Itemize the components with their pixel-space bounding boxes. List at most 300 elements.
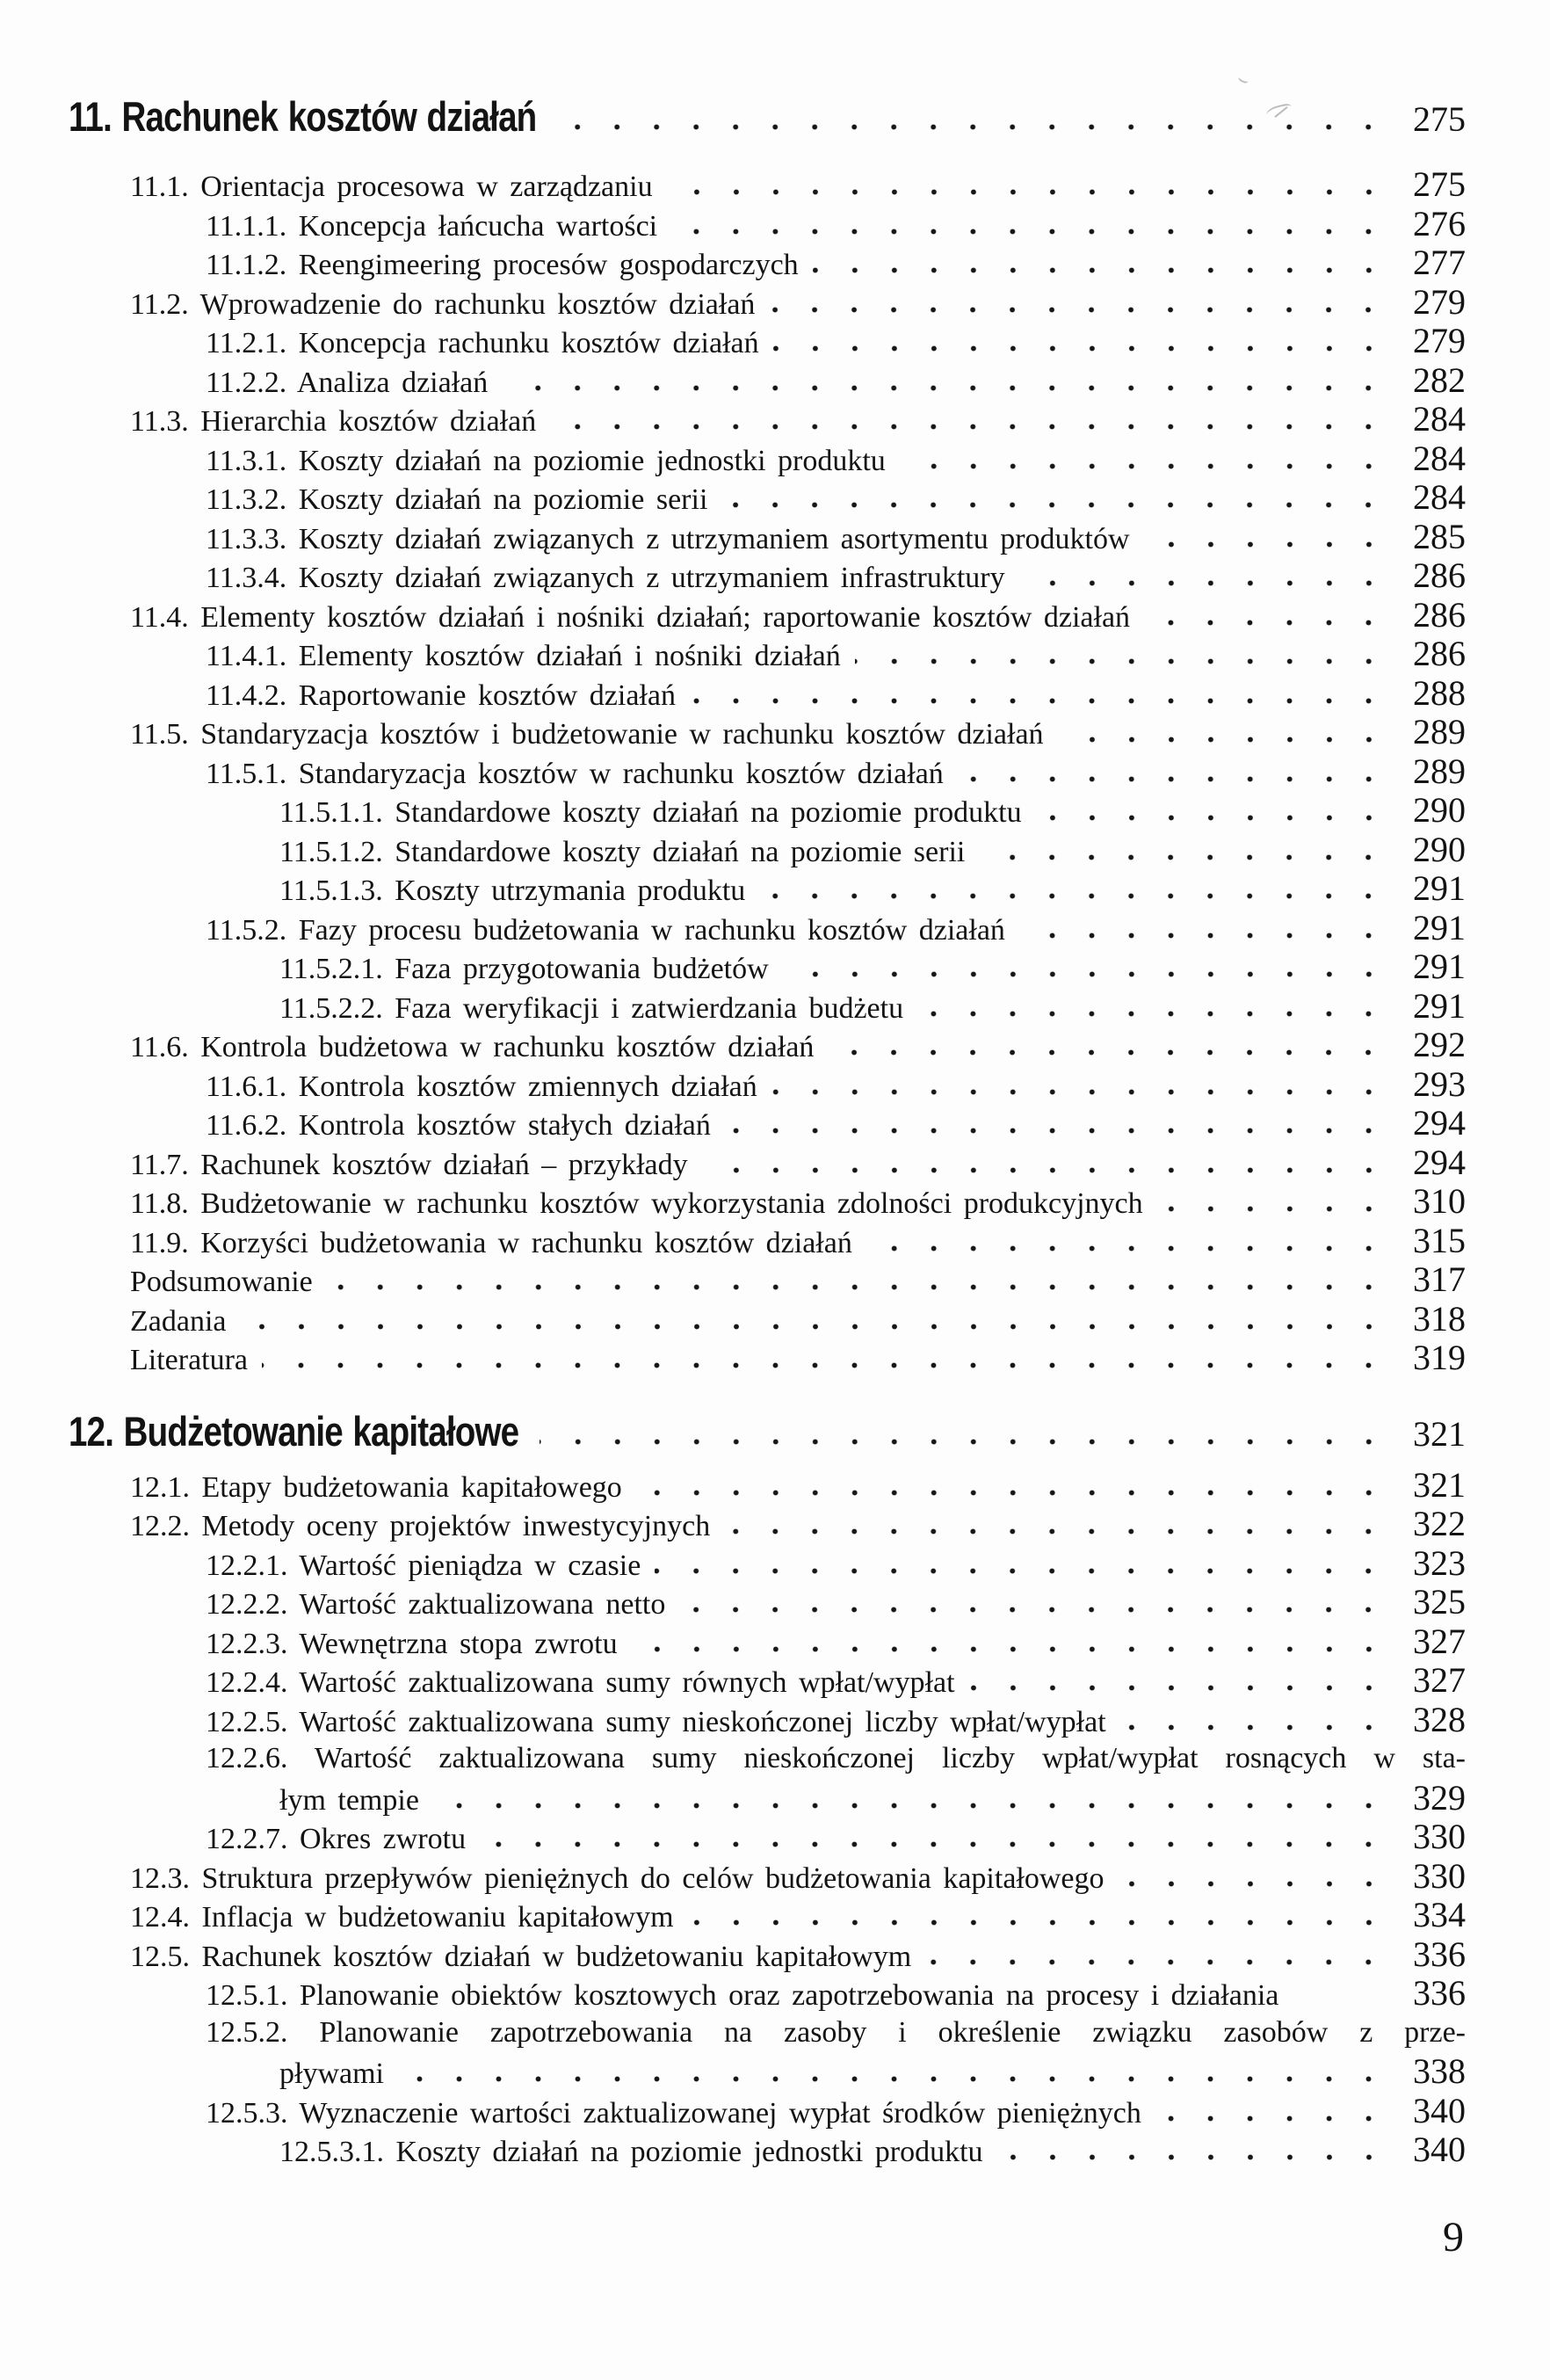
dot-leader xyxy=(969,1684,1388,1692)
toc-entry-label xyxy=(206,911,1005,951)
toc-entry-title: Podsumowanie xyxy=(130,1266,313,1298)
toc-entry-page-ref: 284 xyxy=(1413,438,1466,478)
toc-entry-number: 11.5.2. xyxy=(206,913,287,947)
dot-leader xyxy=(1120,1723,1388,1731)
toc-entry-label xyxy=(279,2055,384,2094)
toc-entry-number: 11.4.2. xyxy=(206,678,287,712)
toc-entry-page-ref: 286 xyxy=(1413,634,1466,673)
dot-leader xyxy=(813,266,1388,274)
toc-entry xyxy=(0,1935,1550,1975)
toc-entry-page-ref: 336 xyxy=(1413,1934,1466,1974)
chapter-heading-text xyxy=(69,1404,518,1459)
toc-entry-title: Koszty działań na poziomie jednostki produktu xyxy=(395,2136,983,2168)
toc-entry-page-ref: 315 xyxy=(1413,1220,1466,1260)
dot-leader xyxy=(688,1919,1388,1926)
toc-entry-title: Faza weryfikacji i zatwierdzania budżetu xyxy=(395,991,904,1025)
dot-leader xyxy=(1157,1205,1388,1213)
toc-entry-label xyxy=(279,1781,419,1821)
chapter-title: Budżetowanie kapitałowe xyxy=(123,1407,519,1455)
toc-entry-label xyxy=(206,1068,757,1107)
toc-entry-title: Raportowanie kosztów działań xyxy=(298,678,676,712)
toc-entry-title: Struktura przepływów pieniężnych do celów budżetowania kapitałowego xyxy=(201,1861,1105,1895)
toc-entry-title: Wartość zaktualizowana netto xyxy=(299,1588,666,1621)
dot-leader xyxy=(783,970,1388,978)
toc-entry-number: 11.2.1. xyxy=(206,327,287,359)
toc-entry-page-ref: 336 xyxy=(1413,1973,1466,2013)
dot-leader xyxy=(1036,814,1388,822)
toc-entry-label xyxy=(206,1625,618,1665)
dot-leader xyxy=(561,123,1388,131)
toc-entry xyxy=(0,1104,1550,1143)
dot-leader xyxy=(1019,579,1388,587)
toc-entry-page-ref: 291 xyxy=(1413,985,1466,1026)
scan-artifact xyxy=(1237,71,1250,84)
toc-entry-number: 11.3.2. xyxy=(206,483,287,516)
toc-entry-page-ref: 275 xyxy=(1413,164,1466,204)
toc-entry-label xyxy=(206,1703,1106,1743)
toc-entry-label xyxy=(130,1938,911,1977)
chapter-heading xyxy=(0,90,1550,144)
toc-entry xyxy=(0,1583,1550,1622)
toc-entry-number: 11.3. xyxy=(130,405,189,438)
toc-entry xyxy=(0,2130,1550,2170)
toc-entry-title: Kontrola kosztów zmiennych działań xyxy=(298,1070,757,1103)
toc-entry-label xyxy=(206,637,841,677)
toc-entry-number: 12.5.3.1. xyxy=(279,2136,384,2168)
toc-entry-page-ref: 291 xyxy=(1413,947,1466,986)
toc-entry-number: 11.3.1. xyxy=(206,444,287,477)
toc-entry xyxy=(0,518,1550,557)
toc-entry-number: 12.5. xyxy=(130,1940,190,1973)
toc-entry-page-ref: 289 xyxy=(1413,712,1466,751)
toc-entry-label xyxy=(279,950,769,990)
toc-entry-label xyxy=(279,794,1022,833)
toc-entry-title: Standaryzacja kosztów w rachunku kosztów działań xyxy=(298,757,944,790)
toc-entry-page-ref: 319 xyxy=(1413,1338,1466,1377)
toc-entry-title: Standardowe koszty działań na poziomie produktu xyxy=(395,796,1022,829)
toc-entry-number: 11.5.1.1. xyxy=(279,796,383,829)
toc-entry-page-ref: 293 xyxy=(1413,1063,1466,1104)
toc-entry xyxy=(0,1739,1550,1779)
dot-leader xyxy=(997,2153,1388,2161)
toc-entry-page-ref: 310 xyxy=(1413,1181,1466,1221)
toc-entry-number: 11.9. xyxy=(130,1226,189,1259)
dot-leader xyxy=(721,501,1388,509)
toc-entry-title: Standardowe koszty działań na poziomie serii xyxy=(395,835,966,868)
toc-entry-number: 11.2. xyxy=(130,287,189,321)
toc-entry-title: Metody oceny projektów inwestycyjnych xyxy=(201,1510,711,1542)
toc-entry-number: 11.1.2. xyxy=(206,249,287,281)
toc-entry-title: Kontrola kosztów stałych działań xyxy=(298,1109,711,1142)
toc-entry xyxy=(0,439,1550,479)
toc-entry xyxy=(0,909,1550,948)
toc-entry xyxy=(0,1222,1550,1261)
toc-entry-number: 11.2.2. xyxy=(206,366,287,399)
toc-entry-label xyxy=(206,1977,1278,2016)
chapter-number: 12. xyxy=(69,1407,114,1455)
toc-entry-title: Wartość pieniądza w czasie xyxy=(299,1549,641,1582)
toc-entry xyxy=(0,674,1550,714)
toc-entry-page-ref: 279 xyxy=(1413,321,1466,360)
dot-leader xyxy=(1119,1880,1388,1888)
toc-entry xyxy=(0,635,1550,674)
toc-entry xyxy=(0,478,1550,518)
toc-entry-title: Hierarchia kosztów działań xyxy=(200,405,537,438)
toc-entry-number: 11.4.1. xyxy=(206,640,287,672)
toc-entry-page-ref: 330 xyxy=(1413,1855,1466,1896)
chapter-block xyxy=(0,90,1550,1378)
toc-entry-page-ref: 285 xyxy=(1413,516,1466,556)
chapter-heading-text xyxy=(69,90,536,144)
toc-entry-number: 12.5.1. xyxy=(206,1979,288,2012)
dot-leader xyxy=(769,306,1388,314)
toc-entry-label xyxy=(130,1898,674,1938)
toc-entry xyxy=(0,596,1550,635)
toc-entry-number: 12.2. xyxy=(130,1510,190,1542)
toc-entry xyxy=(0,1974,1550,2014)
toc-entry-title: Wprowadzenie do rachunku kosztów działań xyxy=(199,287,756,321)
toc-entry-label xyxy=(206,481,707,520)
toc-entry-page-ref: 327 xyxy=(1413,1621,1466,1661)
toc-entry xyxy=(0,1339,1550,1378)
toc-entry-label xyxy=(206,1664,955,1703)
toc-entry-page-ref: 321 xyxy=(1413,1464,1466,1505)
toc-entry-label xyxy=(279,833,965,873)
toc-entry-page-ref: 277 xyxy=(1413,243,1466,282)
dot-leader xyxy=(1058,736,1388,744)
toc-entry-label xyxy=(206,755,944,795)
toc-entry-number: 12.1. xyxy=(130,1470,190,1504)
dot-leader xyxy=(917,1010,1388,1018)
toc-entry-label xyxy=(206,324,759,364)
toc-entry-number: 11.5.2.2. xyxy=(279,991,383,1025)
chapter-heading xyxy=(0,1404,1550,1459)
toc-entry-number: 11.1. xyxy=(130,171,189,203)
toc-entry-number: 11.5. xyxy=(130,718,189,751)
toc-entry-number: 12.2.4. xyxy=(206,1666,288,1699)
toc-entry xyxy=(0,1466,1550,1506)
toc-entry-label xyxy=(206,442,886,482)
toc-entry-number: 12.2.3. xyxy=(206,1627,288,1660)
dot-leader xyxy=(1019,932,1388,940)
toc-entry-number: 11.5.1. xyxy=(206,757,287,790)
toc-entry-title: Literatura xyxy=(130,1344,249,1376)
toc-entry-label xyxy=(206,246,799,286)
dot-leader xyxy=(702,1166,1388,1174)
toc-entry xyxy=(0,791,1550,831)
toc-entry xyxy=(0,1026,1550,1065)
toc-entry xyxy=(0,1661,1550,1701)
toc-entry-label xyxy=(130,1263,313,1302)
dot-leader xyxy=(550,423,1388,431)
toc-entry xyxy=(0,713,1550,752)
toc-entry-number: 11.5.1.3. xyxy=(279,874,383,907)
toc-entry-label xyxy=(130,1028,814,1068)
toc-entry-page-ref: 340 xyxy=(1413,2130,1466,2169)
toc-entry-number: 11.3.3. xyxy=(206,522,287,555)
dot-leader xyxy=(241,1323,1389,1331)
toc-entry-label xyxy=(130,1469,622,1508)
toc-entry-page-ref: 276 xyxy=(1413,203,1466,243)
toc-entry-title: Koszty działań związanych z utrzymaniem infrastruktury xyxy=(298,562,1005,594)
chapter-number: 11. xyxy=(69,93,112,140)
toc-entry-label xyxy=(206,1107,711,1146)
toc-entry-label xyxy=(130,1185,1143,1224)
dot-leader xyxy=(398,2075,1388,2083)
dot-leader xyxy=(771,1088,1388,1096)
toc-entry-page-ref: 317 xyxy=(1413,1259,1466,1299)
toc-entry xyxy=(0,1896,1550,1935)
toc-entry-page-ref: 286 xyxy=(1413,594,1466,635)
toc-entry-title: Wewnętrzna stopa zwrotu xyxy=(299,1627,618,1660)
toc-entry-title: Wartość zaktualizowana sumy równych wpłat/wypłat xyxy=(299,1666,955,1699)
toc-entry-title: Wyznaczenie wartości zaktualizowanej wypłat środków pieniężnych xyxy=(299,2096,1141,2130)
toc-entry xyxy=(0,1857,1550,1897)
toc-entry-page-ref: 328 xyxy=(1413,1699,1466,1739)
toc-entry-label xyxy=(279,990,903,1029)
toc-entry-page-ref: 294 xyxy=(1413,1142,1466,1182)
toc-entry xyxy=(0,283,1550,323)
dot-leader xyxy=(1293,1997,1388,2005)
toc-entry-title: Elementy kosztów działań i nośniki działań; raportowanie kosztów działań xyxy=(200,600,1131,634)
dot-leader xyxy=(866,1244,1388,1252)
toc-entry-label xyxy=(130,1860,1105,1899)
toc-entry-label xyxy=(130,1341,248,1381)
toc-entry-title: Etapy budżetowania kapitałowego xyxy=(201,1470,622,1504)
toc-entry-number: 12.2.2. xyxy=(206,1588,288,1621)
toc-entry xyxy=(0,400,1550,439)
dot-leader xyxy=(925,1958,1388,1966)
toc-entry-title: Rachunek kosztów działań w budżetowaniu kapitałowym xyxy=(201,1940,912,1973)
toc-entry-label xyxy=(206,207,657,247)
toc-entry xyxy=(0,1260,1550,1300)
toc-entry-page-ref: 292 xyxy=(1413,1025,1466,1064)
dot-leader xyxy=(1144,541,1388,548)
toc-entry xyxy=(0,987,1550,1027)
toc-entry-label xyxy=(206,1585,665,1625)
toc-entry-number: 12.2.1. xyxy=(206,1549,288,1582)
chapter-page-ref: 321 xyxy=(1413,1413,1466,1454)
toc-entry xyxy=(0,165,1550,205)
toc-entry-page-ref: 289 xyxy=(1413,751,1466,791)
dot-leader xyxy=(327,1283,1388,1291)
toc-entry xyxy=(0,1701,1550,1740)
toc-entry-title: Koncepcja łańcucha wartości xyxy=(298,209,658,243)
toc-entry-page-ref: 338 xyxy=(1413,2051,1466,2091)
toc-entry-page-ref: 291 xyxy=(1413,907,1466,947)
toc-entry-page-ref: 325 xyxy=(1413,1582,1466,1622)
dot-leader xyxy=(855,657,1388,665)
dot-leader xyxy=(679,1606,1388,1614)
toc-entry-label xyxy=(130,403,536,442)
toc-entry xyxy=(0,1779,1550,1818)
toc-entry xyxy=(0,1544,1550,1584)
toc-entry-title: Okres zwrotu xyxy=(300,1823,467,1855)
dot-leader xyxy=(655,1567,1388,1575)
dot-leader xyxy=(759,892,1388,900)
dot-leader xyxy=(724,1527,1388,1535)
toc-entry xyxy=(0,2014,1550,2053)
toc-entry-title: Koszty działań na poziomie serii xyxy=(298,483,708,516)
toc-entry-number: 11.5.1.2. xyxy=(279,835,383,868)
dot-leader xyxy=(958,775,1388,783)
toc-entry-label xyxy=(206,364,488,403)
toc-entry-label xyxy=(206,1820,466,1860)
toc-entry xyxy=(0,1143,1550,1183)
toc-entry xyxy=(0,947,1550,987)
toc-entry-page-ref: 279 xyxy=(1413,281,1466,322)
toc-entry-label xyxy=(206,1547,641,1586)
toc-entry-label xyxy=(206,559,1005,599)
toc-entry-label xyxy=(130,286,755,325)
toc-entry-number: 12.2.7. xyxy=(206,1823,288,1855)
toc-entry-number: 11.3.4. xyxy=(206,562,287,594)
toc-entry xyxy=(0,1622,1550,1662)
toc-entry-title: Budżetowanie w rachunku kosztów wykorzystania zdolności produkcyjnych xyxy=(200,1187,1143,1220)
toc-entry xyxy=(0,2052,1550,2092)
toc-entry xyxy=(0,322,1550,361)
toc-entry xyxy=(0,869,1550,909)
toc-entry xyxy=(0,1300,1550,1339)
toc-entry xyxy=(0,752,1550,792)
toc-entry-label xyxy=(279,2133,983,2173)
toc-entry-title: Analiza działań xyxy=(296,366,489,399)
table-of-contents xyxy=(0,90,1550,2170)
page-number: 9 xyxy=(1443,2214,1464,2260)
dot-leader xyxy=(480,1840,1388,1848)
toc-entry-label xyxy=(206,677,676,716)
toc-entry-number: 11.7. xyxy=(130,1148,189,1181)
toc-entry-number: 12.2.5. xyxy=(206,1705,288,1738)
toc-entry-title: Planowanie zapotrzebowania na zasoby i określenie związku zasobów z prze- xyxy=(319,2015,1466,2049)
toc-entry-label xyxy=(130,168,653,207)
toc-entry-page-ref: 284 xyxy=(1413,477,1466,517)
toc-entry-title: Rachunek kosztów działań – przykłady xyxy=(200,1148,688,1181)
dot-leader xyxy=(1144,619,1388,627)
toc-entry-label xyxy=(206,2014,1466,2053)
dot-leader xyxy=(667,188,1388,196)
dot-leader xyxy=(540,1438,1388,1446)
toc-entry-title: Orientacja procesowa w zarządzaniu xyxy=(200,171,653,203)
chapter-title: Rachunek kosztów działań xyxy=(121,93,537,140)
toc-entry-label xyxy=(130,1507,710,1547)
chapter-page-ref: 275 xyxy=(1413,99,1466,139)
toc-entry-title: Fazy procesu budżetowania w rachunku kosztów działań xyxy=(298,913,1005,947)
toc-entry-label xyxy=(130,1302,227,1342)
toc-entry-title: Koszty utrzymania produktu xyxy=(395,874,746,907)
toc-entry-number: 12.4. xyxy=(130,1901,190,1934)
toc-entry-page-ref: 294 xyxy=(1413,1103,1466,1143)
toc-entry-label xyxy=(206,1739,1466,1779)
dot-leader xyxy=(828,1049,1388,1056)
toc-entry-label xyxy=(130,715,1044,755)
dot-leader xyxy=(632,1645,1388,1653)
toc-entry-title: Reengimeering procesów gospodarczych xyxy=(298,249,799,281)
toc-entry-number: 11.6.2. xyxy=(206,1109,287,1142)
toc-entry-page-ref: 286 xyxy=(1413,555,1466,595)
toc-entry-page-ref: 282 xyxy=(1413,359,1466,400)
toc-entry-number: 11.4. xyxy=(130,600,189,634)
toc-entry-label xyxy=(130,599,1130,638)
toc-entry-number: 11.8. xyxy=(130,1187,189,1220)
toc-entry-title: Wartość zaktualizowana sumy nieskończonej liczby wpłat/wypłat rosnących w sta- xyxy=(314,1742,1466,1774)
toc-entry-title: Koszty działań związanych z utrzymaniem asortymentu produktów xyxy=(298,522,1130,555)
toc-entry xyxy=(0,1505,1550,1544)
dot-leader xyxy=(262,1361,1388,1369)
toc-entry-title: Koncepcja rachunku kosztów działań xyxy=(298,327,759,359)
toc-entry-number: 11.5.2.1. xyxy=(279,953,383,985)
dot-leader xyxy=(773,345,1388,352)
dot-leader xyxy=(1155,2115,1388,2122)
toc-entry-number: 11.1.1. xyxy=(206,209,287,243)
dot-leader xyxy=(636,1489,1388,1497)
toc-entry xyxy=(0,1182,1550,1222)
toc-entry-page-ref: 327 xyxy=(1413,1660,1466,1700)
toc-entry-number: 12.3. xyxy=(130,1861,190,1895)
toc-entry-title: Standaryzacja kosztów i budżetowanie w rachunku kosztów działań xyxy=(200,718,1044,751)
toc-entry-page-ref: 329 xyxy=(1413,1777,1466,1818)
toc-entry-title: Wartość zaktualizowana sumy nieskończonej liczby wpłat/wypłat xyxy=(299,1705,1106,1738)
dot-leader xyxy=(690,697,1388,705)
toc-entry xyxy=(0,1818,1550,1857)
toc-entry-label xyxy=(130,1146,688,1186)
toc-entry-page-ref: 330 xyxy=(1413,1817,1466,1856)
toc-entry-label xyxy=(130,1224,852,1264)
toc-entry-title: Planowanie obiektów kosztowych oraz zapotrzebowania na procesy i działania xyxy=(300,1979,1279,2012)
toc-entry xyxy=(0,2092,1550,2131)
toc-entry-title: Zadania xyxy=(130,1304,227,1338)
toc-entry-title: Korzyści budżetowania w rachunku kosztów działań xyxy=(200,1226,852,1259)
toc-entry-label xyxy=(206,2094,1141,2134)
toc-entry-title: pływami xyxy=(279,2057,384,2090)
dot-leader xyxy=(502,384,1388,392)
toc-entry-number: 11.6.1. xyxy=(206,1070,287,1103)
toc-entry-page-ref: 323 xyxy=(1413,1542,1466,1583)
dot-leader xyxy=(671,228,1388,236)
dot-leader xyxy=(433,1802,1388,1810)
toc-entry xyxy=(0,556,1550,596)
toc-entry-title: Koszty działań na poziomie jednostki produktu xyxy=(298,444,886,477)
toc-entry-page-ref: 318 xyxy=(1413,1298,1466,1339)
toc-entry-title: łym tempie xyxy=(279,1783,419,1817)
toc-entry-number: 11.6. xyxy=(130,1031,189,1063)
toc-entry-title: Faza przygotowania budżetów xyxy=(395,953,769,985)
toc-entry xyxy=(0,831,1550,870)
toc-entry-page-ref: 322 xyxy=(1413,1504,1466,1543)
toc-entry-title: Elementy kosztów działań i nośniki działań xyxy=(298,640,841,672)
toc-entry-number: 12.5.3. xyxy=(206,2096,288,2130)
toc-entry-title: Kontrola budżetowa w rachunku kosztów działań xyxy=(200,1031,815,1063)
toc-entry-page-ref: 284 xyxy=(1413,399,1466,439)
toc-entry xyxy=(0,361,1550,401)
dot-leader xyxy=(725,1127,1388,1135)
toc-entry-page-ref: 291 xyxy=(1413,868,1466,908)
toc-entry-page-ref: 290 xyxy=(1413,829,1466,869)
toc-entry xyxy=(0,205,1550,244)
toc-entry-page-ref: 290 xyxy=(1413,790,1466,830)
toc-entry-page-ref: 340 xyxy=(1413,2090,1466,2130)
toc-entry-number: 12.2.6. xyxy=(206,1742,288,1774)
toc-entry-label xyxy=(279,872,745,911)
toc-entry-number: 12.5.2. xyxy=(206,2015,288,2049)
toc-entry xyxy=(0,243,1550,283)
chapter-block xyxy=(0,1404,1550,2170)
toc-entry-page-ref: 334 xyxy=(1413,1895,1466,1934)
toc-entry xyxy=(0,1065,1550,1105)
toc-entry-title: Inflacja w budżetowaniu kapitałowym xyxy=(201,1901,674,1934)
dot-leader xyxy=(979,853,1388,861)
toc-entry-page-ref: 288 xyxy=(1413,672,1466,713)
